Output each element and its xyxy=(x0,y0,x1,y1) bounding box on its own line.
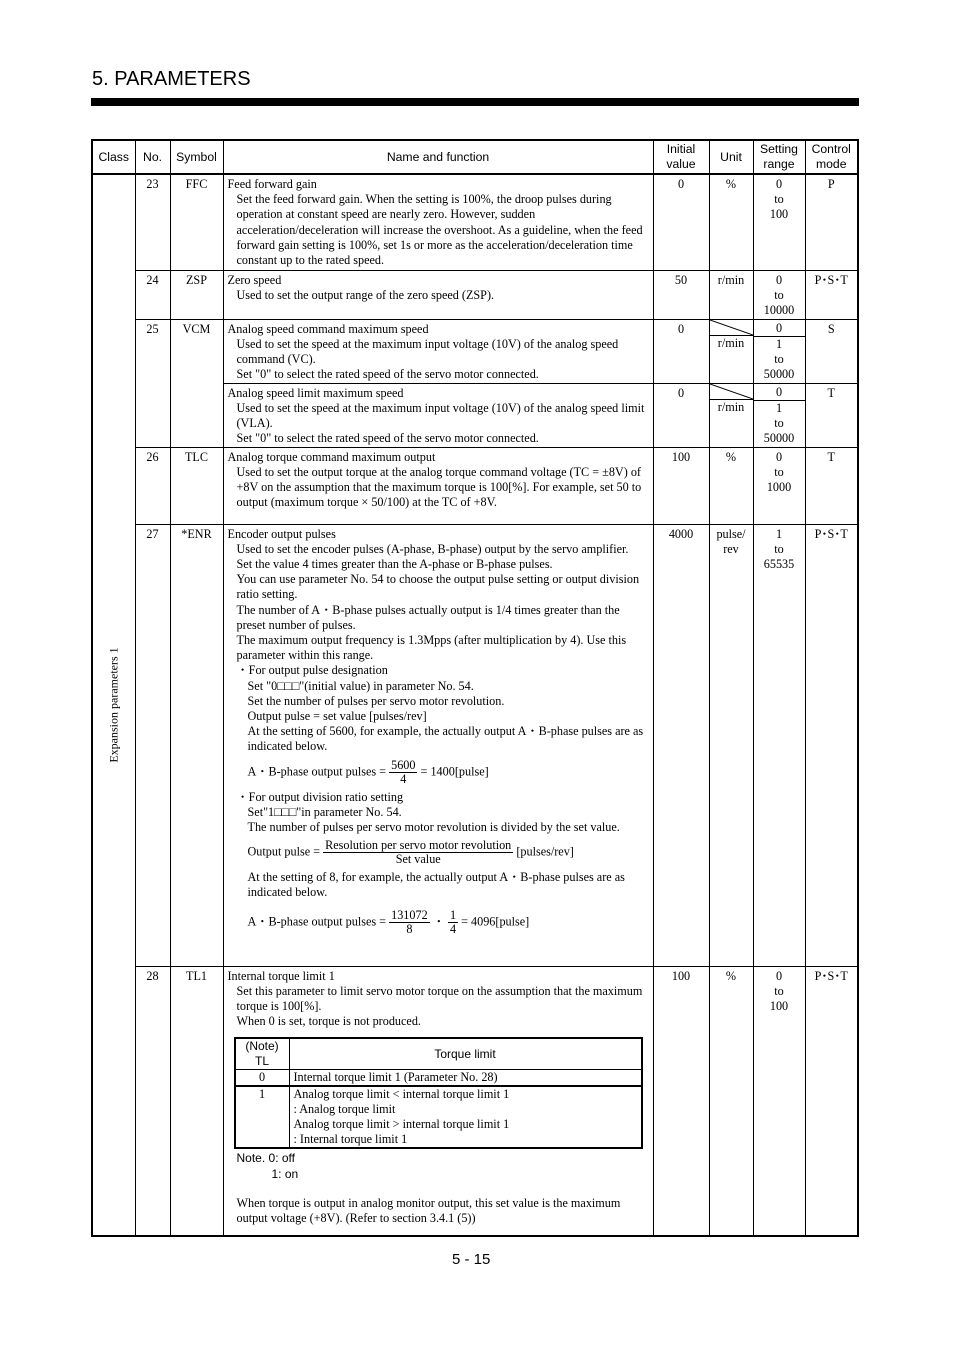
range-to: to xyxy=(774,351,784,366)
param-title: Encoder output pulses xyxy=(227,526,336,541)
range-zero: 0 xyxy=(754,320,805,337)
setting-range xyxy=(753,319,805,383)
param-symbol: TLC xyxy=(170,447,223,524)
fraction-den: 4 xyxy=(400,771,407,786)
formula-lhs: A・B-phase output pulses = xyxy=(247,763,387,778)
param-no: 27 xyxy=(135,524,170,966)
col-range: Setting range xyxy=(753,140,805,174)
parameter-table xyxy=(91,139,859,1237)
param-description xyxy=(223,447,653,524)
param-text: Set "0" to select the rated speed of the servo motor connected. xyxy=(236,431,539,446)
param-text: Set"1□□□"in parameter No. 54. xyxy=(247,804,402,819)
control-mode: S xyxy=(805,319,858,383)
range-to: to xyxy=(774,415,784,430)
fraction-num: 5600 xyxy=(391,757,416,772)
range-max: 1000 xyxy=(766,480,792,495)
param-title: Analog speed limit maximum speed xyxy=(227,385,404,400)
unit: % xyxy=(709,966,753,1236)
unit xyxy=(709,383,753,447)
param-text: Set "0□□□"(initial value) in parameter No. 54. xyxy=(247,678,474,693)
param-description xyxy=(223,174,653,271)
range-min: 0 xyxy=(775,177,783,191)
fraction xyxy=(389,759,417,786)
inner-row xyxy=(235,1070,642,1087)
note-line: Note. 0: off xyxy=(236,1151,295,1166)
unit xyxy=(709,319,753,383)
formula-rhs: [pulses/rev] xyxy=(516,844,574,859)
range-to: to xyxy=(774,541,784,556)
formula-dot: ・ xyxy=(432,913,445,928)
initial-value: 0 xyxy=(653,319,709,383)
initial-value: 0 xyxy=(653,174,709,271)
setting-range xyxy=(753,174,805,271)
param-text: When 0 is set, torque is not produced. xyxy=(236,1014,421,1029)
param-text: Used to set the speed at the maximum input voltage (10V) of the analog speed command (VC). xyxy=(236,336,619,367)
param-symbol: *ENR xyxy=(170,524,223,966)
table-row xyxy=(92,174,858,271)
inner-line: : Analog torque limit xyxy=(293,1102,396,1117)
param-symbol: ZSP xyxy=(170,271,223,320)
bullet-heading: ・For output pulse designation xyxy=(236,663,388,678)
unit-line-1: pulse/ xyxy=(716,526,746,541)
inner-torque-text: Internal torque limit 1 (Parameter No. 28) xyxy=(289,1070,642,1087)
param-text: Used to set the speed at the maximum input voltage (10V) of the analog speed limit (VLA). xyxy=(236,400,645,431)
formula-example xyxy=(228,909,649,936)
col-mode: Control mode xyxy=(805,140,858,174)
param-no: 23 xyxy=(135,174,170,271)
range-zero: 0 xyxy=(754,384,805,401)
control-mode: P･S･T xyxy=(805,966,858,1236)
param-no: 28 xyxy=(135,966,170,1236)
control-mode: T xyxy=(805,383,858,447)
formula-rhs: = 1400[pulse] xyxy=(420,763,489,778)
param-text: Used to set the output torque at the analog torque command voltage (TC = ±8V) of +8V on the assumption that the maximum torque is 100[%]. For example, set 50 to output (maximum torque × 50/100) at the TC of +8V. xyxy=(236,464,642,510)
range-max: 50000 xyxy=(763,367,795,382)
unit-text: r/min xyxy=(717,399,745,414)
param-text: The maximum output frequency is 1.3Mpps (after multiplication by 4). Use this parameter within this range. xyxy=(236,633,627,663)
control-mode: P xyxy=(805,174,858,271)
range-min: 1 xyxy=(775,400,783,415)
table-row xyxy=(92,966,858,1236)
param-text: Set the value 4 times greater than the A-phase or B-phase pulses. xyxy=(236,557,553,572)
col-name: Name and function xyxy=(223,140,653,174)
range-min: 0 xyxy=(775,449,783,464)
param-text: Set "0" to select the rated speed of the servo motor connected. xyxy=(236,367,539,382)
setting-range xyxy=(753,447,805,524)
range-max: 100 xyxy=(769,207,789,222)
range-max: 100 xyxy=(769,999,789,1014)
inner-line: Analog torque limit > internal torque limit 1 xyxy=(293,1117,510,1132)
class-label: Expansion parameters 1 xyxy=(106,647,121,763)
range-min: 0 xyxy=(775,273,783,287)
inner-header-tl: (Note) TL xyxy=(235,1038,290,1070)
param-title: Internal torque limit 1 xyxy=(227,968,335,983)
param-no: 26 xyxy=(135,447,170,524)
param-no: 25 xyxy=(135,319,170,447)
formula-division xyxy=(228,839,649,866)
class-cell xyxy=(92,174,135,1236)
col-class: Class xyxy=(92,140,135,174)
param-no: 24 xyxy=(135,271,170,320)
torque-limit-table xyxy=(234,1037,643,1149)
col-unit: Unit xyxy=(709,140,753,174)
fraction xyxy=(389,909,430,936)
col-no: No. xyxy=(135,140,170,174)
table-row xyxy=(92,447,858,524)
fraction-num: 131072 xyxy=(391,907,428,922)
param-description xyxy=(223,524,653,966)
param-description xyxy=(223,383,653,447)
page-number: 5 - 15 xyxy=(452,1251,491,1268)
param-title: Analog torque command maximum output xyxy=(227,449,436,464)
inner-torque-text xyxy=(289,1086,642,1148)
diagonal-slash xyxy=(710,320,753,336)
param-description xyxy=(223,319,653,383)
param-title: Analog speed command maximum speed xyxy=(227,321,429,336)
initial-value: 50 xyxy=(653,271,709,320)
range-to: to xyxy=(774,983,784,998)
unit-text: r/min xyxy=(717,335,745,350)
range-max: 50000 xyxy=(763,431,795,446)
setting-range xyxy=(753,271,805,320)
param-text: Used to set the encoder pulses (A-phase, B-phase) output by the servo amplifier. xyxy=(236,541,629,556)
page-title: 5. PARAMETERS xyxy=(92,68,251,90)
inner-tl-value: 1 xyxy=(235,1086,290,1148)
formula-rhs: = 4096[pulse] xyxy=(461,913,530,928)
control-mode: P･S･T xyxy=(805,271,858,320)
range-to: to xyxy=(774,464,784,479)
param-text: Used to set the output range of the zero speed (ZSP). xyxy=(236,288,495,303)
param-description xyxy=(223,966,653,1236)
formula-lhs: A・B-phase output pulses = xyxy=(247,913,387,928)
table-row xyxy=(92,524,858,966)
initial-value: 0 xyxy=(653,383,709,447)
col-initial: Initial value xyxy=(653,140,709,174)
table-row xyxy=(92,271,858,320)
param-text: At the setting of 8, for example, the actually output A・B-phase pulses are as indicated below. xyxy=(247,870,625,900)
setting-range xyxy=(753,383,805,447)
inner-row xyxy=(235,1086,642,1148)
param-text: The number of pulses per servo motor revolution is divided by the set value. xyxy=(247,820,620,835)
param-text: Set this parameter to limit servo motor torque on the assumption that the maximum torque is 100[%]. xyxy=(236,983,643,1014)
param-title: Feed forward gain xyxy=(227,177,317,191)
range-min: 1 xyxy=(775,526,783,541)
note-line: 1: on xyxy=(271,1166,299,1181)
unit-line-2: rev xyxy=(723,541,739,556)
param-title: Zero speed xyxy=(227,273,282,287)
range-min: 0 xyxy=(775,968,783,983)
param-text: When torque is output in analog monitor output, this set value is the maximum output voltage (+8V). (Refer to section 3.4.1 (5)) xyxy=(236,1195,621,1226)
unit: % xyxy=(709,174,753,271)
unit: r/min xyxy=(709,271,753,320)
param-text: Output pulse = set value [pulses/rev] xyxy=(247,709,427,724)
setting-range xyxy=(753,524,805,966)
bullet-heading: ・For output division ratio setting xyxy=(236,789,404,804)
fraction xyxy=(323,839,513,866)
param-symbol: FFC xyxy=(170,174,223,271)
param-text: At the setting of 5600, for example, the actually output A・B-phase pulses are as indicated below. xyxy=(247,724,644,754)
inner-tl-value: 0 xyxy=(235,1070,290,1087)
range-max: 10000 xyxy=(763,303,795,318)
range-to: to xyxy=(774,192,784,207)
header-rule xyxy=(91,98,859,106)
range-min: 1 xyxy=(775,336,783,351)
unit xyxy=(709,524,753,966)
initial-value: 100 xyxy=(653,447,709,524)
param-symbol: VCM xyxy=(170,319,223,447)
table-row xyxy=(92,319,858,383)
fraction-den: Set value xyxy=(395,852,441,867)
param-symbol: TL1 xyxy=(170,966,223,1236)
param-text: You can use parameter No. 54 to choose the output pulse setting or output division ratio setting. xyxy=(236,572,640,602)
initial-value: 100 xyxy=(653,966,709,1236)
initial-value: 4000 xyxy=(653,524,709,966)
param-text: Set the number of pulses per servo motor revolution. xyxy=(247,693,505,708)
diagonal-slash xyxy=(710,384,753,400)
inner-line: : Internal torque limit 1 xyxy=(293,1132,408,1147)
fraction-num: Resolution per servo motor revolution xyxy=(325,838,512,853)
param-description xyxy=(223,271,653,320)
col-symbol: Symbol xyxy=(170,140,223,174)
fraction-den: 8 xyxy=(406,921,413,936)
table-header-row xyxy=(92,140,858,174)
formula-lhs: Output pulse = xyxy=(247,844,321,859)
formula-output-pulses xyxy=(228,759,649,786)
fraction xyxy=(448,909,458,936)
inner-line: Analog torque limit < internal torque limit 1 xyxy=(293,1087,510,1102)
param-text: Set the feed forward gain. When the setting is 100%, the droop pulses during operation at constant speed are nearly zero. However, sudden acceleration/deceleration will increase the overshoot. As a guideline, when the feed forward gain setting is 100%, set 1s or more as the acceleration/deceleration time constant up to the rated speed. xyxy=(236,192,643,268)
setting-range xyxy=(753,966,805,1236)
control-mode: T xyxy=(805,447,858,524)
unit: % xyxy=(709,447,753,524)
inner-header-torque-limit: Torque limit xyxy=(289,1038,642,1070)
range-to: to xyxy=(774,288,784,303)
fraction-den: 4 xyxy=(449,921,457,936)
param-text: The number of A・B-phase pulses actually output is 1/4 times greater than the preset number of pulses. xyxy=(236,602,620,632)
control-mode: P･S･T xyxy=(805,524,858,966)
fraction-num: 1 xyxy=(449,907,457,922)
range-max: 65535 xyxy=(763,557,795,572)
